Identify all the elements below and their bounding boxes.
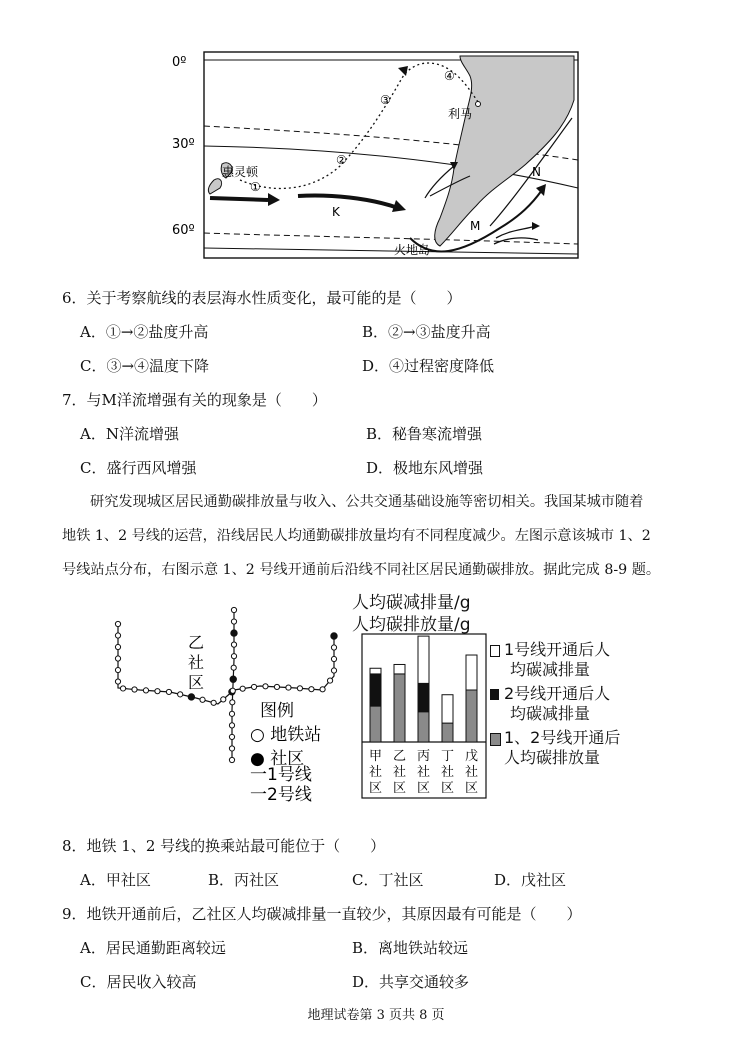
carbon-emission-bar-chart [360,632,490,802]
station-marker [120,686,125,691]
station-marker [143,688,148,693]
question-9-stem: 9．地铁开通前后，乙社区人均碳减排量一直较少，其原因最有可能是（ ） [62,905,582,923]
q7-option-b[interactable]: B．秘鲁寒流增强 [366,425,483,443]
bar-both-lines-emission [466,690,477,742]
q6-option-c[interactable]: C．③→④温度下降 [80,357,210,375]
station-marker [229,746,234,751]
question-7-stem: 7．与M洋流增强有关的现象是（ ） [62,391,327,409]
station-marker [211,700,216,705]
community-marker [230,676,236,682]
q7-option-d[interactable]: D．极地东风增强 [366,459,484,477]
q8-option-a[interactable]: A．甲社区 [80,871,151,889]
category-label-char: 区 [392,781,407,796]
bar-both-lines-emission [442,723,453,742]
station-marker [309,687,314,692]
station-marker [231,642,236,647]
category-label-char: 丁 [440,749,455,764]
category-label-char: 甲 [368,749,383,764]
question-8-stem: 8．地铁 1、2 号线的换乘站最可能位于（ ） [62,837,386,855]
passage-line-2: 地铁 1、2 号线的运营，沿线居民人均通勤碳排放量均有不同程度减少。左图示意该城市 1、2 [62,528,651,544]
station-marker [229,734,234,739]
k-current-label: K [332,205,340,219]
q6-option-a[interactable]: A．①→②盐度升高 [80,323,209,341]
bar-line1-reduction [418,636,429,683]
k-current-arrow-2 [298,196,398,209]
ocean-route-map [170,48,590,263]
metro-legend-title: 图例 [260,701,294,721]
passage-line-3: 号线站点分布，右图示意 1、2 号线开通前后沿线不同社区居民通勤碳排放。据此完成 8-9 题。 [62,562,661,578]
category-label-char: 社 [440,765,455,780]
q9-option-b[interactable]: B．离地铁站较远 [352,939,469,957]
q8-option-d[interactable]: D．戊社区 [494,871,567,889]
station-marker [115,656,120,661]
bar-line1-reduction [466,655,477,690]
survey-route [240,63,478,188]
legend-entry-both: 1、2号线开通后 人均碳排放量 [488,728,648,768]
legend-swatch-gray [490,733,501,746]
category-label-char: 社 [392,765,407,780]
bar-line2-reduction [370,674,381,706]
station-marker [251,684,256,689]
bar-line1-reduction [370,668,381,674]
station-marker [221,697,226,702]
bar-both-lines-emission [394,674,405,742]
legend-swatch-white [490,645,500,657]
station-marker [320,687,325,692]
passage-line-1: 研究发现城区居民通勤碳排放量与收入、公共交通基础设施等密切相关。我国某城市随着 [90,494,644,510]
station-marker [230,700,235,705]
m-current-label: M [470,219,481,233]
station-marker [115,679,120,684]
q8-option-b[interactable]: B．丙社区 [208,871,280,889]
bar-line2-reduction [418,683,429,711]
station-marker [331,656,336,661]
route-point-4: ④ [444,69,455,83]
category-label-char: 区 [440,781,455,796]
q9-option-c[interactable]: C．居民收入较高 [80,973,197,991]
chart-title-line-1: 人均碳减排量/g [352,593,471,613]
lat-0-label: 0º [172,55,187,70]
category-label-char: 戊 [464,749,479,764]
category-label-char: 社 [464,765,479,780]
category-label-char: 区 [368,781,383,796]
station-marker [327,678,332,683]
station-marker [178,692,183,697]
station-marker [231,665,236,670]
bar-both-lines-emission [418,712,429,742]
district-label-char-2: 社 [188,653,205,672]
station-marker [115,644,120,649]
community-marker [331,633,337,639]
station-marker [200,697,205,702]
wellington-label: 惠灵顿 [222,165,259,179]
station-marker [229,711,234,716]
station-marker [132,687,137,692]
k-current-arrow-1 [210,198,268,200]
question-6-stem: 6．关于考察航线的表层海水性质变化，最可能的是（ ） [62,289,462,307]
station-marker [231,619,236,624]
station-marker [231,654,236,659]
q7-option-c[interactable]: C．盛行西风增强 [80,459,197,477]
station-marker [229,757,234,762]
metro-legend-community: ● 社区 [250,749,305,769]
category-label-char: 社 [416,765,431,780]
q7-option-a[interactable]: A．N洋流增强 [80,425,179,443]
community-marker [231,630,237,636]
station-marker [331,645,336,650]
station-marker [286,685,291,690]
station-marker [231,607,236,612]
bar-both-lines-emission [370,706,381,742]
legend-entry-line1: 1号线开通后人 均碳减排量 [488,640,648,680]
metro-legend-line2: 一2号线 [250,785,312,805]
lat-60-label: 60º [172,223,195,238]
station-marker [331,668,336,673]
route-point-1: ① [250,180,261,194]
q6-option-d[interactable]: D．④过程密度降低 [362,357,495,375]
district-label-char-3: 区 [188,673,205,692]
q8-option-c[interactable]: C．丁社区 [352,871,424,889]
bar-line1-reduction [442,695,453,723]
metro-line-map [100,600,350,805]
station-marker [274,684,279,689]
metro-legend-station: ○ 地铁站 [250,725,322,745]
station-marker [115,633,120,638]
metro-legend-line1: 一1号线 [250,765,312,785]
station-marker [155,689,160,694]
route-point-2: ② [336,153,347,167]
station-marker [229,723,234,728]
n-current-label: N [532,165,541,179]
q9-option-d[interactable]: D．共享交通较多 [352,973,470,991]
lima-label: 利马 [448,107,473,121]
district-label-char-1: 乙 [188,633,205,652]
lat-30-label: 30º [172,137,195,152]
legend-swatch-black [490,689,499,700]
station-marker [263,684,268,689]
station-marker [115,621,120,626]
station-marker [115,667,120,672]
tierra-label: 火地岛 [394,243,431,257]
south-america-landmass [435,56,574,246]
category-label-char: 乙 [392,749,407,764]
station-marker [297,686,302,691]
category-label-char: 区 [416,781,431,796]
q6-option-b[interactable]: B．②→③盐度升高 [362,323,491,341]
station-marker [230,688,235,693]
category-label-char: 丙 [416,749,431,764]
legend-entry-line2: 2号线开通后人 均碳减排量 [488,684,648,724]
q9-option-a[interactable]: A．居民通勤距离较远 [80,939,226,957]
bar-line1-reduction [394,664,405,673]
page-footer: 地理试卷第 3 页共 8 页 [307,1008,445,1023]
route-point-3: ③ [380,93,391,107]
station-marker [240,686,245,691]
chart-title-line-2: 人均碳排放量/g [352,615,471,635]
category-label-char: 社 [368,765,383,780]
category-label-char: 区 [464,781,479,796]
chart-legend [488,640,648,768]
community-marker [188,694,194,700]
station-marker [166,689,171,694]
